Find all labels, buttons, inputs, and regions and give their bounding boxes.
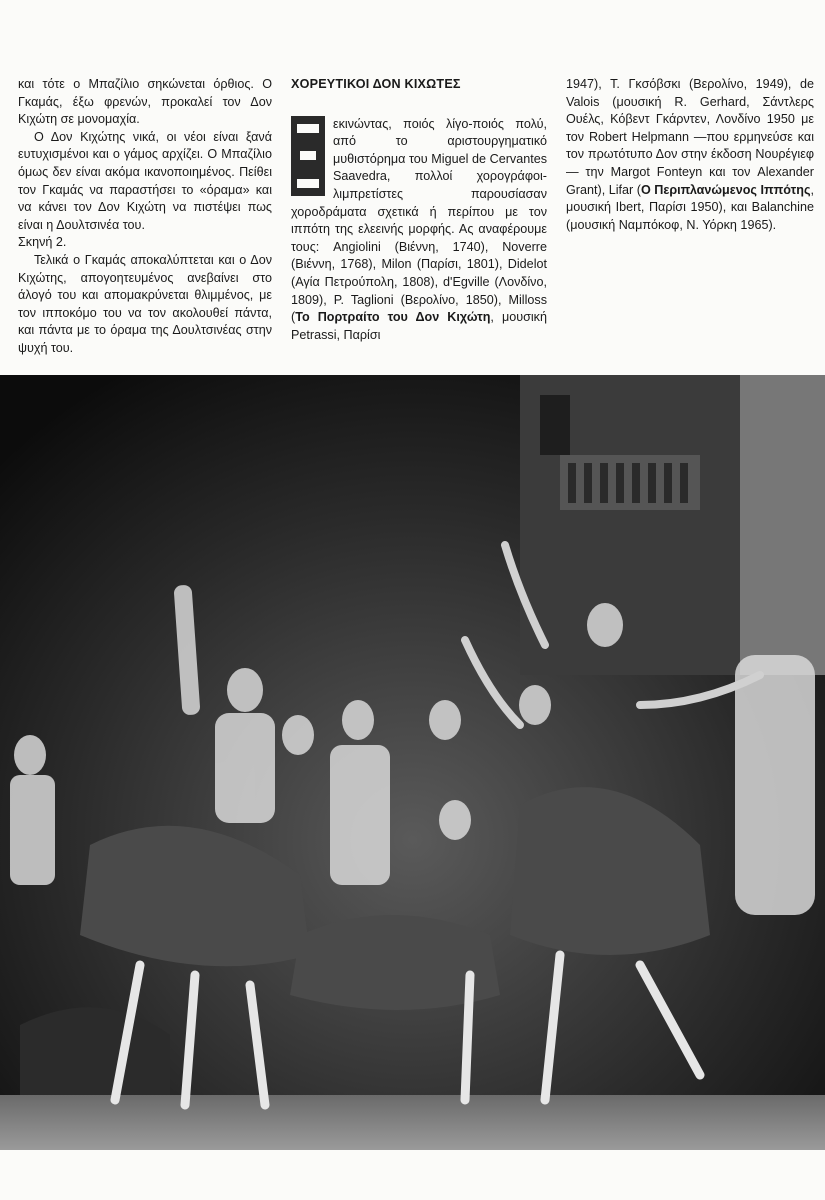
- paragraph: Τελικά ο Γκαμάς αποκαλύπτεται και ο Δον Κιχώτης, απογοητευμένος ανεβαίνει στο άλογό του και απομακρύνεται θλιμμένος, με τον ιπποκόμο του να τον ακολουθεί πάντα, και πάντα με το όραμα της Δουλτσινέας στην ψυχή του.: [18, 252, 272, 355]
- body-text: , μουσική Ibert, Παρίσι 1950), και Balanchine (μουσική Ναμπόκοφ, Ν. Υόρκη 1965).: [566, 182, 814, 232]
- text-column-right: [566, 76, 814, 234]
- work-title: Ο Περιπλανώμενος Ιππότης: [640, 182, 811, 197]
- text-column-middle: [291, 70, 547, 344]
- paragraph: Ο Δον Κιχώτης νικά, οι νέοι είναι ξανά ευτυχισμένοι και ο γάμος αρχίζει. Ο Μπαζίλιο όμως δεν είναι ακόμα ικανοποιημένος. Πείθει τον Γκαμάς να παραστήσει το «όραμα» και να κάνει τον Δον Κιχώτη να πιστέψει πως είναι η Δουλτσινέα του.: [18, 129, 272, 232]
- paragraph: [291, 116, 547, 345]
- paragraph: και τότε ο Μπαζίλιο σηκώνεται όρθιος. Ο Γκαμάς, έξω φρενών, προκαλεί τον Δον Κιχώτη σε μονομαχία.: [18, 77, 272, 127]
- text-column-left: [18, 76, 272, 358]
- paragraph: [566, 76, 814, 234]
- section-heading: ΧΟΡΕΥΤΙΚΟΙ ΔΟΝ ΚΙΧΩΤΕΣ: [291, 77, 461, 91]
- body-text: , μουσική Petrassi, Παρίσι: [291, 310, 547, 342]
- body-text: εκινώντας, ποιός λίγο-ποιός πολύ, από το αριστουργηματικό μυθιστόρημα του Miguel de Cervantes Saavedra, πολλοί χορογράφοι-λιμπρετίστες παρουσίασαν χοροδράματα σχετικά ή περίπου με τον ιππότη της ελεεινής μορφής. Ας αναφέρουμε τους: Angiolini (Βιέννη, 1740), Noverre (Βιέννη, 1768), Milon (Παρίσι, 1801), Didelot (Αγία Πετρούπολη, 1808), d'Egville (Λονδίνο, 1809), P. Taglioni (Βερολίνο, 1850), Milloss (: [291, 116, 547, 325]
- scene-label: Σκηνή 2.: [18, 235, 67, 250]
- drop-cap: [291, 116, 325, 196]
- ballet-stage-photo-icon: [0, 375, 825, 1150]
- work-title: Το Πορτραίτο του Δον Κιχώτη: [295, 310, 491, 325]
- drop-cap-ksi-icon: [291, 116, 325, 196]
- body-text: 1947), Τ. Γκσόβσκι (Βερολίνο, 1949), de Valois (μουσική R. Gerhard, Σάντλερς Ουέλς, Κόβεντ Γκάρντεν, Λονδίνο 1950 με τον Robert Helpmann —που ερμηνεύσε και τον πρωτότυπο Δον στην έκδοση Νουρέγιεφ— την Margot Fonteyn και τον Alexander Grant), Lifar (: [566, 77, 814, 197]
- ballet-photo: [0, 375, 825, 1150]
